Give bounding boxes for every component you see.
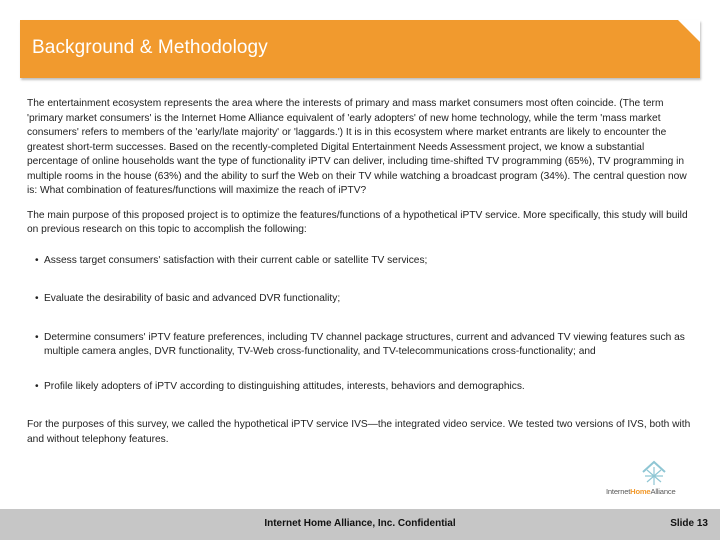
logo-text-home: Home — [630, 487, 651, 496]
internet-home-alliance-logo — [606, 459, 702, 501]
footer-bar — [0, 509, 720, 540]
list-item — [27, 254, 693, 269]
list-item — [27, 292, 693, 307]
footer-confidential: Internet Home Alliance, Inc. Confidential — [264, 518, 456, 529]
list-item — [27, 380, 693, 395]
list-item-text: Assess target consumers' satisfaction with their current cable or satellite TV services; — [44, 254, 428, 266]
house-icon — [640, 459, 668, 487]
paragraph-closing: For the purposes of this survey, we called the hypothetical iPTV service IVS—the integrated video service. We tested two versions of IVS, both with and without telephony features. — [27, 419, 691, 445]
slide-title: Background & Methodology — [32, 37, 268, 58]
bullet-marker: • — [35, 293, 39, 304]
objectives-list — [27, 254, 693, 395]
logo-text-internet: Internet — [606, 487, 631, 496]
list-item-text: Profile likely adopters of iPTV according to distinguishing attitudes, interests, behaviors and demographics. — [44, 380, 525, 392]
paragraph-intro: The entertainment ecosystem represents the area where the interests of primary and mass market consumers most often coincide. (The term 'primary market consumers' is the Internet Home Alliance equivalent of 'early adopters' of new home technology, while the term 'mass market consumers' refers to members of the 'early/late majority' or 'laggards.') It is in this ecosystem where market entrants are likely to encounter the greatest short-term successes. Based on the recently-completed Digital Entertainment Needs Assessment project, we know a substantial percentage of online households want the type of functionality iPTV can deliver, including time-shifted TV programming (65%), TV programming in multiple rooms in the house (63%) and the ability to surf the Web on their TV while watching a broadcast program (34%). The central question now is: What combination of features/functions will maximize the reach of iPTV? — [27, 98, 687, 196]
list-item-text: Determine consumers' iPTV feature preferences, including TV channel package structures, current and advanced TV viewing features such as multiple camera angles, DVR functionality, TV-Web cross-functionality, and TV-telecommunications cross-functionality; and — [44, 331, 685, 357]
logo-text — [606, 487, 675, 496]
title-bar-corner — [678, 20, 700, 42]
paragraph-purpose: The main purpose of this proposed project is to optimize the features/functions of a hypothetical iPTV service. More specifically, this study will build on previous research on this topic to accomplish the following: — [27, 209, 688, 235]
slide-number: Slide 13 — [670, 518, 708, 529]
title-bar — [20, 20, 700, 78]
bullet-marker: • — [35, 380, 39, 392]
list-item-text: Evaluate the desirability of basic and advanced DVR functionality; — [44, 293, 341, 304]
slide-body — [27, 97, 693, 457]
bullet-marker: • — [35, 331, 39, 343]
logo-text-alliance: Alliance — [650, 487, 676, 496]
list-item — [27, 331, 693, 360]
bullet-marker: • — [35, 254, 39, 266]
